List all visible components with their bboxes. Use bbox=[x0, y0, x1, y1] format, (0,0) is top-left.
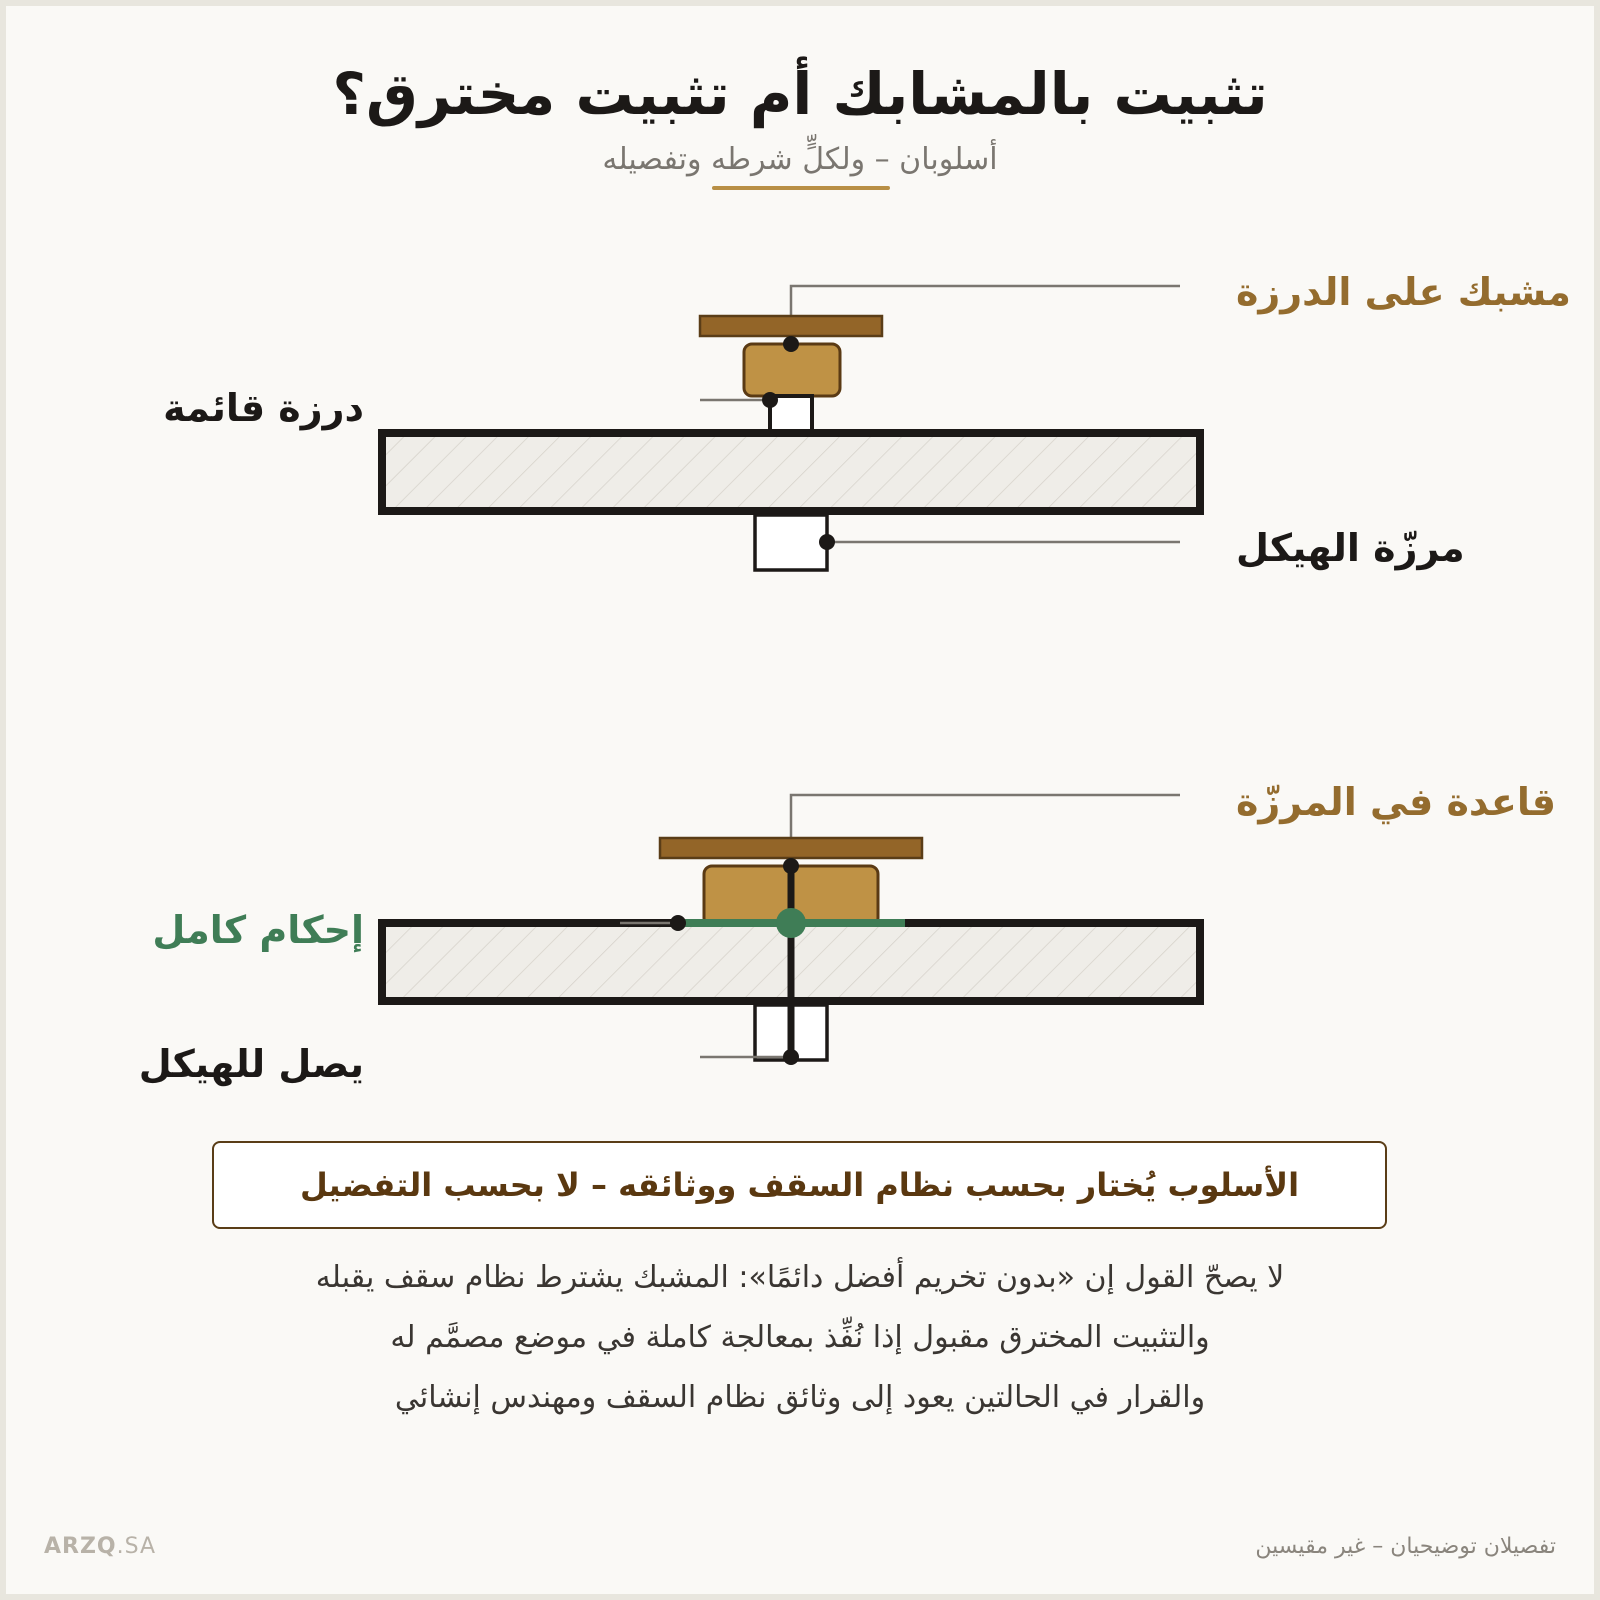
logo-suffix: .SA bbox=[116, 1534, 157, 1559]
explanation-line: والقرار في الحالتين يعود إلى وثائق نظام السقف ومهندس إنشائي bbox=[394, 1380, 1206, 1415]
explanation-line: والتثبيت المخترق مقبول إذا نُفِّذ بمعالجة كاملة في موضع مصمَّم له bbox=[390, 1320, 1210, 1355]
dot-clip bbox=[783, 336, 799, 352]
callout-box bbox=[212, 1141, 1387, 1229]
footer-note: تفصيلان توضيحيان – غير مقيسين bbox=[1255, 1534, 1556, 1559]
brand-logo bbox=[44, 1534, 156, 1559]
label-connects-to-frame: يصل للهيكل bbox=[138, 1042, 364, 1086]
roof-panel-top bbox=[382, 433, 1200, 511]
frame-purlin-top bbox=[755, 515, 827, 570]
dot-seam bbox=[762, 392, 778, 408]
top-detail bbox=[382, 286, 1200, 570]
page-subtitle: أسلوبان – ولكلٍّ شرطه وتفصيله bbox=[602, 142, 998, 177]
top-plate bbox=[700, 316, 882, 336]
seal-point bbox=[776, 908, 806, 938]
base-plate bbox=[660, 838, 922, 858]
callout-text: الأسلوب يُختار بحسب نظام السقف ووثائقه – لا بحسب التفضيل bbox=[299, 1166, 1300, 1204]
explanation-text bbox=[150, 1248, 1450, 1428]
label-frame-purlin: مرزّة الهيكل bbox=[1236, 526, 1465, 570]
dot-frame bbox=[819, 534, 835, 550]
logo-main: ARZQ bbox=[44, 1534, 117, 1559]
label-full-seal: إحكام كامل bbox=[152, 908, 364, 952]
bottom-detail bbox=[382, 795, 1200, 1065]
label-base-in-purlin: قاعدة في المرزّة bbox=[1236, 780, 1556, 824]
explanation-line: لا يصحّ القول إن «بدون تخريم أفضل دائمًا»: المشبك يشترط نظام سقف يقبله bbox=[315, 1260, 1285, 1295]
label-standing-seam: درزة قائمة bbox=[163, 386, 364, 430]
page-title: تثبيت بالمشابك أم تثبيت مخترق؟ bbox=[332, 60, 1268, 128]
dot-seal bbox=[670, 915, 686, 931]
dot-connect bbox=[783, 1049, 799, 1065]
dot-base bbox=[783, 858, 799, 874]
label-clip-on-seam: مشبك على الدرزة bbox=[1236, 270, 1571, 314]
